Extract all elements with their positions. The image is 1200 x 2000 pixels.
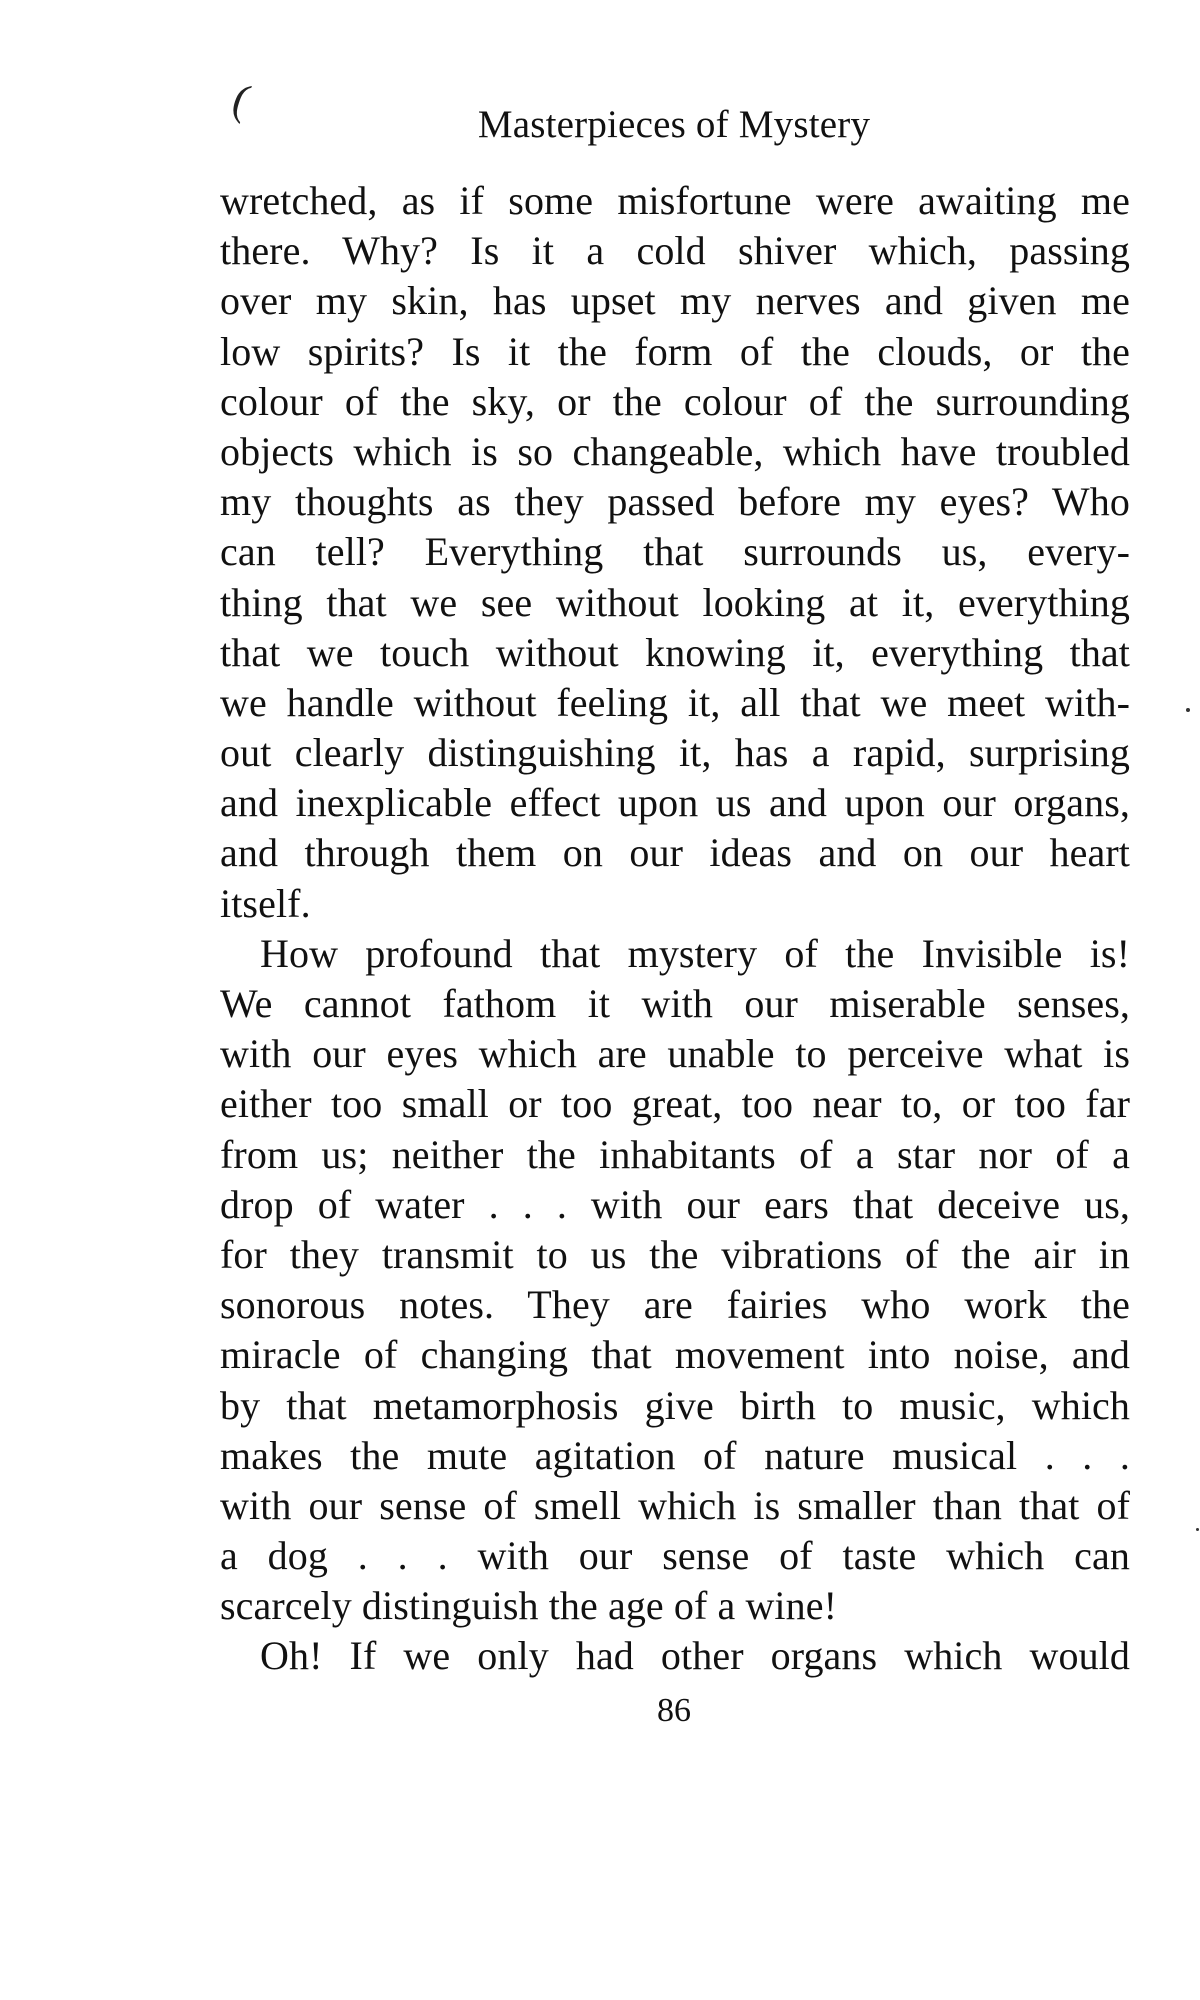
body-text: [220, 176, 1130, 1682]
text-line: that we touch without knowing it, everything that: [220, 629, 1130, 675]
ink-speck: [1186, 708, 1190, 712]
text-line: objects which is so changeable, which have troubled: [220, 428, 1130, 474]
text-line: we handle without feeling it, all that we meet with-: [220, 679, 1130, 725]
text-line: thing that we see without looking at it, everything: [220, 579, 1130, 625]
text-line: sonorous notes. They are fairies who work the: [220, 1282, 1130, 1328]
page-number: 86: [657, 1692, 691, 1729]
text-line: with our sense of smell which is smaller than that of: [220, 1482, 1130, 1528]
text-line: either too small or too great, too near to, or too far: [220, 1081, 1130, 1127]
text-line: out clearly distinguishing it, has a rapid, surprising: [220, 730, 1130, 776]
text-line: miracle of changing that movement into noise, and: [220, 1332, 1130, 1378]
ink-speck: [1196, 1528, 1199, 1531]
text-line: We cannot fathom it with our miserable senses,: [220, 981, 1130, 1026]
text-line: by that metamorphosis give birth to music, which: [220, 1382, 1130, 1428]
text-line: my thoughts as they passed before my eyes? Who: [220, 479, 1130, 525]
text-line: wretched, as if some misfortune were awaiting me: [220, 178, 1130, 223]
text-line: with our eyes which are unable to perceive what is: [220, 1031, 1130, 1077]
text-line: can tell? Everything that surrounds us, every-: [220, 529, 1130, 575]
text-line: and inexplicable effect upon us and upon our organs,: [220, 780, 1130, 826]
text-line: scarcely distinguish the age of a wine!: [220, 1583, 838, 1629]
text-line: makes the mute agitation of nature musical . . .: [220, 1432, 1130, 1478]
text-line: a dog . . . with our sense of taste which can: [220, 1533, 1130, 1579]
text-line: itself.: [220, 880, 311, 926]
text-line: low spirits? Is it the form of the clouds, or the: [220, 328, 1130, 374]
text-line: drop of water . . . with our ears that deceive us,: [220, 1181, 1130, 1227]
text-line: over my skin, has upset my nerves and given me: [220, 278, 1130, 324]
text-line: colour of the sky, or the colour of the surrounding: [220, 378, 1130, 424]
text-line: Oh! If we only had other organs which would: [260, 1633, 1130, 1679]
text-line: there. Why? Is it a cold shiver which, passing: [220, 228, 1130, 274]
text-line: for they transmit to us the vibrations of the air in: [220, 1231, 1130, 1277]
text-line: How profound that mystery of the Invisible is!: [260, 930, 1130, 976]
pencil-mark: (: [226, 73, 256, 126]
running-head: Masterpieces of Mystery: [477, 103, 871, 146]
text-line: and through them on our ideas and on our heart: [220, 830, 1130, 876]
text-line: from us; neither the inhabitants of a star nor of a: [220, 1131, 1130, 1177]
